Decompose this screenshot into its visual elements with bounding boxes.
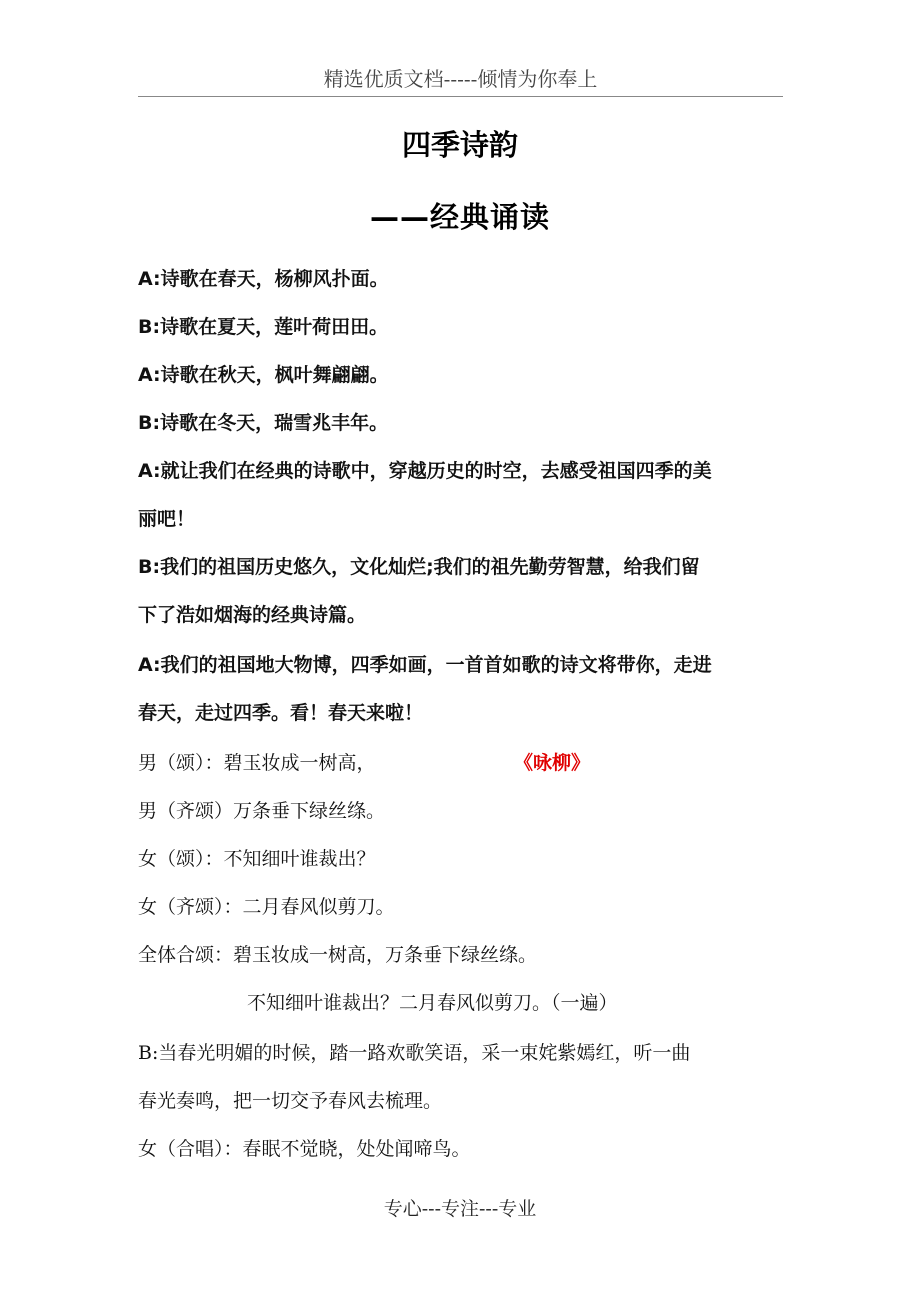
paragraph-line: B:诗歌在夏天，莲叶荷田田。 — [138, 316, 389, 338]
page-footer: 专心---专注---专业 — [383, 1198, 537, 1220]
paragraph-line: 下了浩如烟海的经典诗篇。 — [138, 604, 367, 626]
document-title: 四季诗韵 — [401, 128, 518, 162]
poem-line: 女（齐颂）：二月春风似剪刀。 — [138, 896, 395, 918]
paragraph-line: 春光奏鸣，把一切交予春风去梳理。 — [138, 1090, 443, 1112]
poem-line: 女（合唱）：春眠不觉晓，处处闻啼鸟。 — [138, 1138, 471, 1160]
paragraph-line: A:诗歌在秋天，枫叶舞翩翩。 — [138, 364, 389, 386]
paragraph-line: 丽吧！ — [138, 508, 196, 530]
page-header: 精选优质文档-----倾情为你奉上 — [138, 64, 783, 97]
paragraph-line: B:我们的祖国历史悠久，文化灿烂;我们的祖先勤劳智慧，给我们留 — [138, 556, 700, 578]
paragraph-line: B:诗歌在冬天，瑞雪兆丰年。 — [138, 412, 389, 434]
poem-line: 全体合颂：碧玉妆成一树高，万条垂下绿丝绦。 — [138, 944, 538, 966]
paragraph-line: A:就让我们在经典的诗歌中，穿越历史的时空，去感受祖国四季的美 — [138, 460, 712, 482]
poem-line: 不知细叶谁裁出？二月春风似剪刀。（一遍） — [247, 992, 618, 1014]
paragraph-line: B:当春光明媚的时候，踏一路欢歌笑语，采一束姹紫嫣红，听一曲 — [138, 1042, 691, 1064]
poem-line: 男（齐颂）万条垂下绿丝绦。 — [138, 800, 386, 822]
paragraph-line: A:我们的祖国地大物博，四季如画，一首首如歌的诗文将带你，走进 — [138, 654, 712, 676]
poem-title: 《咏柳》 — [514, 752, 591, 774]
poem-line: 女（颂）：不知细叶谁裁出？ — [138, 848, 376, 870]
document-subtitle: ——经典诵读 — [369, 200, 550, 234]
paragraph-line: 春天，走过四季。看！春天来啦！ — [138, 702, 424, 724]
poem-line: 男（颂）：碧玉妆成一树高， — [138, 752, 376, 774]
paragraph-line: A:诗歌在春天，杨柳风扑面。 — [138, 268, 389, 290]
